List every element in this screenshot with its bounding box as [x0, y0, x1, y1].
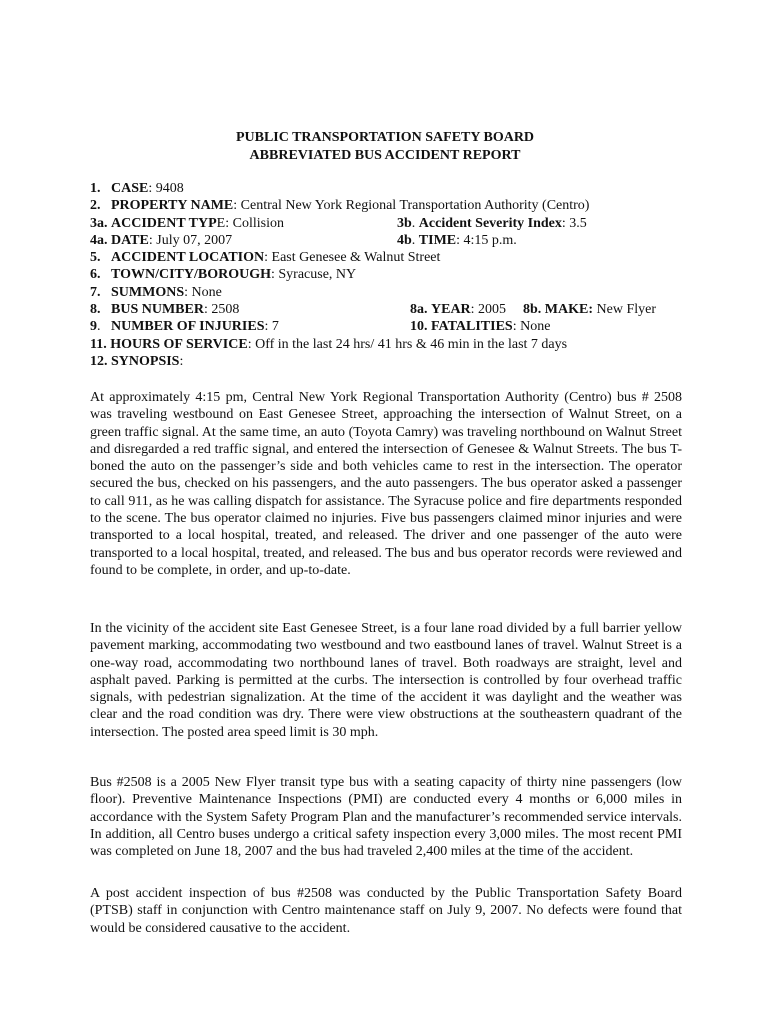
- field-row-8: [90, 301, 690, 318]
- field-injuries: 9. NUMBER OF INJURIES: 7: [90, 319, 279, 335]
- report-title: [0, 129, 770, 165]
- field-row-4: [90, 232, 690, 249]
- field-town: 6. TOWN/CITY/BOROUGH: Syracuse, NY: [90, 267, 357, 283]
- field-bus-number: 8. BUS NUMBER: 2508: [90, 302, 240, 318]
- title-line-1: PUBLIC TRANSPORTATION SAFETY BOARD: [235, 130, 535, 145]
- field-fatalities: 10. FATALITIES: None: [410, 319, 551, 335]
- synopsis-paragraph-1: At approximately 4:15 pm, Central New York Regional Transportation Authority (Centro) bus # 2508 was traveling westbound on East Genesee Street, approaching the intersection of Walnut Street, on a green traffic signal. At the same time, an auto (Toyota Camry) was traveling northbound on Walnut Street and disregarded a red traffic signal, and entered the intersection of Genesee & Walnut Streets. The bus T-boned the auto on the passenger’s side and both vehicles came to rest in the intersection. The operator secured the bus, checked on his passengers, and the auto passengers. The bus operator asked a passenger to call 911, as he was calling dispatch for assistance. The Syracuse police and fire departments responded to the scene. The bus operator claimed no injuries. Five bus passengers claimed minor injuries and were transported to a local hospital, treated, and released. The driver and one passenger of the auto were transported to a local hospital, treated, and released. The bus and bus operator records were reviewed and found to be complete, in order, and up-to-date.: [90, 390, 682, 578]
- report-fields: [90, 180, 690, 370]
- field-accident-type: 3a. ACCIDENT TYPE: Collision: [90, 215, 284, 231]
- synopsis-paragraph-2: In the vicinity of the accident site East Genesee Street, is a four lane road divided by a full barrier yellow pavement marking, accommodating two westbound and two eastbound lanes of travel. Walnut Street is a one-way road, accommodating two northbound lanes of travel. Both roadways are straight, level and asphalt paved. Parking is permitted at the curbs. The intersection is controlled by four overhead traffic signals, with pedestrian signalization. At the time of the accident it was daylight and the weather was clear and the road condition was dry. There were view obstructions at the southeastern quadrant of the intersection. The posted area speed limit is 30 mph.: [90, 621, 682, 740]
- field-synopsis: 12. SYNOPSIS:: [90, 353, 184, 369]
- field-accident-location: 5. ACCIDENT LOCATION: East Genesee & Walnut Street: [90, 250, 441, 266]
- synopsis-paragraph-3: Bus #2508 is a 2005 New Flyer transit type bus with a seating capacity of thirty nine passengers (low floor). Preventive Maintenance Inspections (PMI) are conducted every 4 months or 6,000 miles in accordance with the System Safety Program Plan and the manufacturer’s recommended service intervals. In addition, all Centro buses undergo a critical safety inspection every 3,000 miles. The most recent PMI was completed on June 18, 2007 and the bus had traveled 2,400 miles at the time of the accident.: [90, 775, 682, 860]
- field-row-9: [90, 318, 690, 335]
- field-property-name: 2. PROPERTY NAME: Central New York Regional Transportation Authority (Centro): [90, 198, 590, 214]
- synopsis-paragraph-4: A post accident inspection of bus #2508 was conducted by the Public Transportation Safety Board (PTSB) staff in conjunction with Centro maintenance staff on July 9, 2007. No defects were found that would be considered causative to the accident.: [90, 886, 682, 936]
- field-date: 4a. DATE: July 07, 2007: [90, 232, 233, 248]
- title-line-2: ABBREVIATED BUS ACCIDENT REPORT: [249, 148, 521, 163]
- field-row-3: [90, 215, 690, 232]
- field-case: 1. CASE: 9408: [90, 181, 184, 196]
- field-hours-of-service: 11. HOURS OF SERVICE: Off in the last 24 hrs/ 41 hrs & 46 min in the last 7 days: [90, 336, 568, 352]
- field-year: 8a. YEAR: 2005: [410, 302, 507, 318]
- field-make: 8b. MAKE: New Flyer: [523, 302, 657, 318]
- field-summons: 7. SUMMONS: None: [90, 284, 222, 300]
- field-severity-index: 3b. Accident Severity Index: 3.5: [397, 215, 587, 231]
- field-time: 4b. TIME: 4:15 p.m.: [397, 232, 517, 248]
